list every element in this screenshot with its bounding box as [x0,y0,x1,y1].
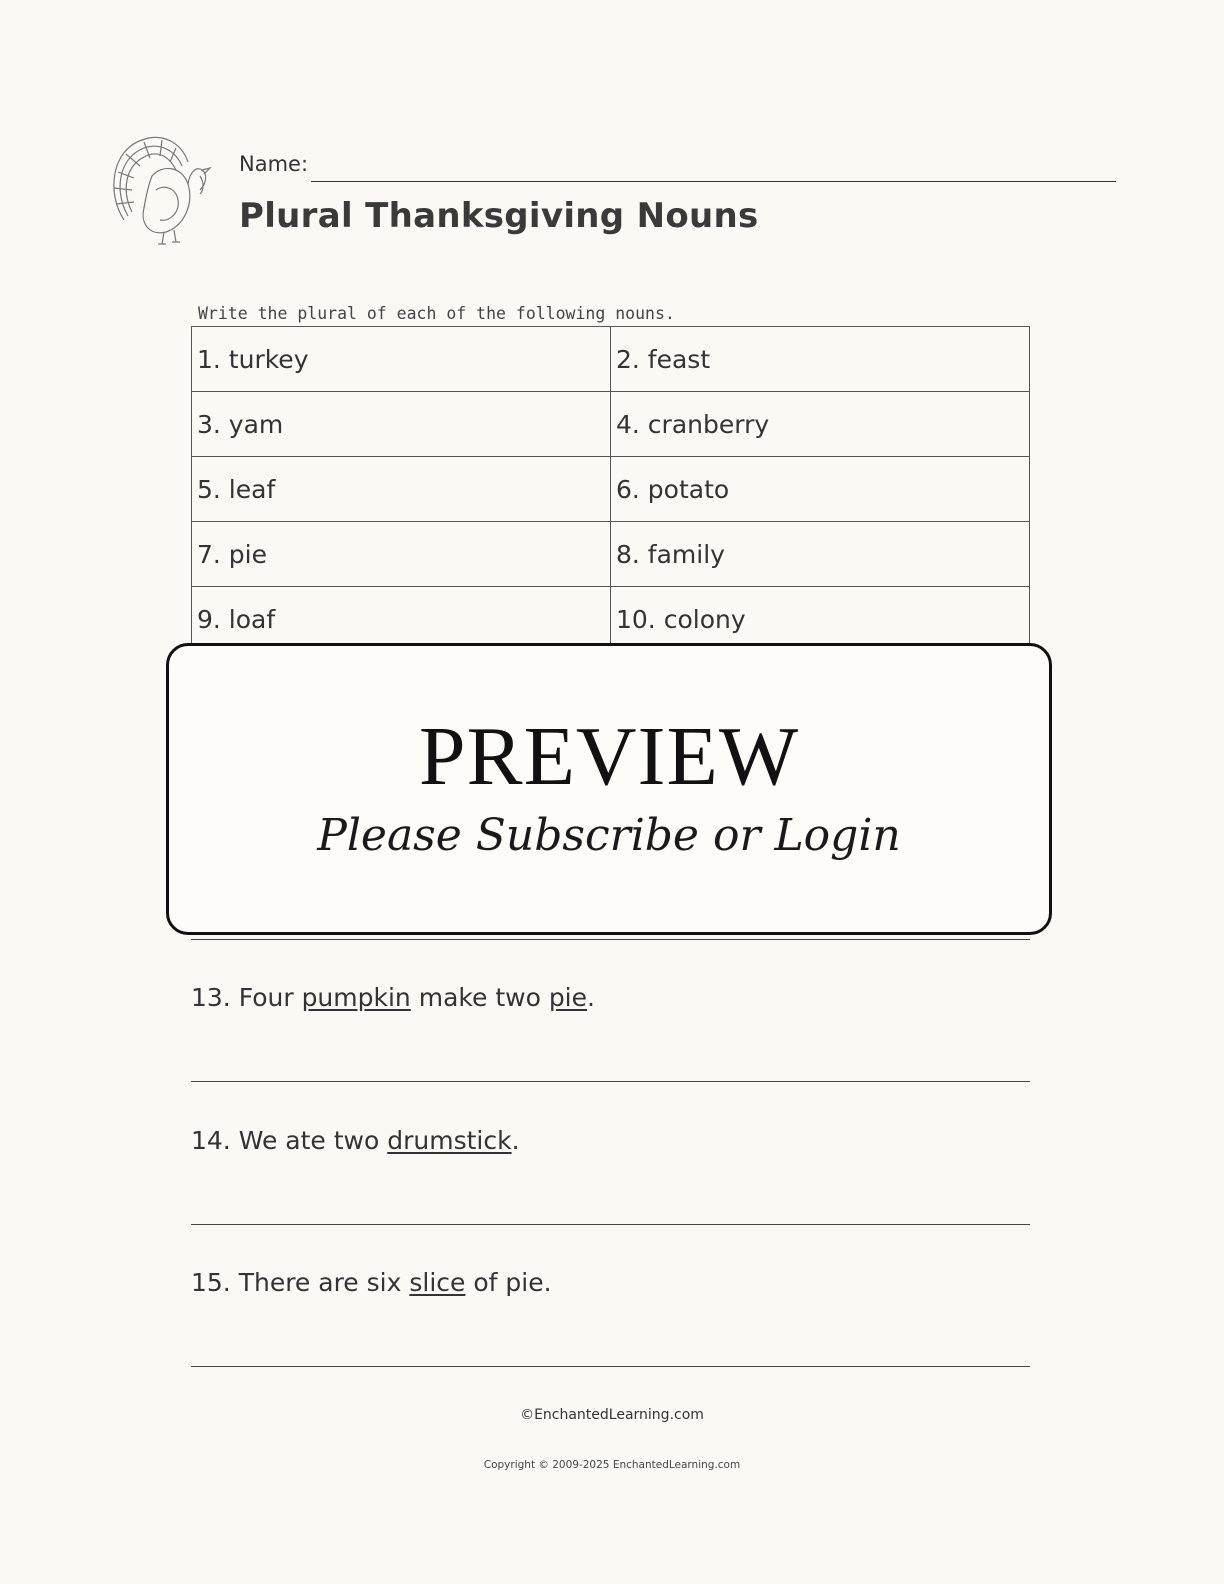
table-row [192,392,1030,457]
preview-overlay[interactable] [166,643,1052,935]
answer-line[interactable] [191,1081,1030,1082]
noun-cell[interactable]: 1. turkey [192,327,611,392]
sentence-text: 13. Four [191,983,302,1012]
subscribe-login-prompt[interactable]: Please Subscribe or Login [317,810,901,861]
name-field-line[interactable] [311,181,1116,182]
noun-cell[interactable]: 4. cranberry [611,392,1030,457]
noun-cell[interactable]: 10. colony [611,587,1030,682]
footer-copyright: Copyright © 2009-2025 EnchantedLearning.com [483,1459,741,1471]
target-noun: drumstick [387,1126,512,1155]
noun-cell[interactable]: 9. loaf [192,587,611,682]
table-row [192,522,1030,587]
noun-cell[interactable]: 7. pie [192,522,611,587]
table-row [192,457,1030,522]
sentence-text: make two [410,983,549,1012]
target-noun: pie [548,983,588,1012]
sentence-text: 15. There are six [191,1268,410,1297]
instructions: Write the plural of each of the following nouns. [198,304,675,323]
noun-cell[interactable]: 5. leaf [192,457,611,522]
sentence-14 [191,1126,520,1155]
preview-title: PREVIEW [418,710,800,803]
sentence-13 [191,983,595,1012]
footer-brand: ©EnchantedLearning.com [520,1407,704,1423]
noun-table [191,326,1030,682]
target-noun: pumpkin [301,983,411,1012]
turkey-illustration [104,132,226,250]
noun-cell[interactable]: 3. yam [192,392,611,457]
sentence-text: . [587,983,595,1012]
sentence-text: . [511,1126,520,1155]
sentence-15 [191,1268,552,1297]
table-row [192,327,1030,392]
page-title: Plural Thanksgiving Nouns [239,196,759,236]
answer-line[interactable] [191,1224,1030,1225]
noun-cell[interactable]: 6. potato [611,457,1030,522]
answer-line[interactable] [191,939,1030,940]
noun-cell[interactable]: 8. family [611,522,1030,587]
name-label: Name: [239,152,309,176]
sentence-text: of pie. [465,1268,552,1297]
sentence-text: 14. We ate two [191,1126,388,1155]
answer-line[interactable] [191,1366,1030,1367]
target-noun: slice [409,1268,466,1297]
noun-cell[interactable]: 2. feast [611,327,1030,392]
